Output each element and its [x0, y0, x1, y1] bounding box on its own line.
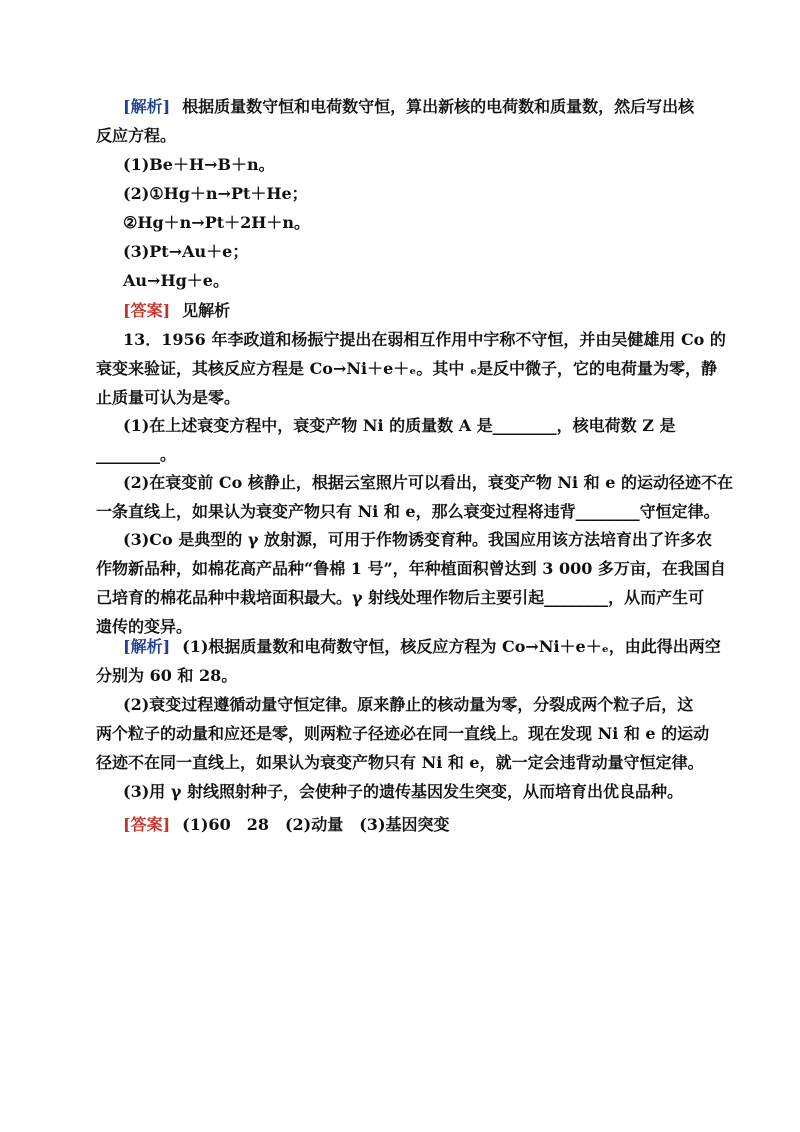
- analysis-1-line-1: [123, 97, 735, 117]
- analysis-2-line-1: [123, 637, 735, 657]
- equation-1: (1)Be＋H→B＋n。: [123, 155, 275, 174]
- equation-2: (2)①Hg＋n→Pt＋He；: [123, 184, 308, 203]
- equation-4: (3)Pt→Au＋e；: [123, 242, 249, 261]
- answer-2-text: (1)60 28 (2)动量 (3)基因突变: [182, 815, 450, 834]
- question-13-part-1-line-1: (1)在上述衰变方程中，衰变产物 Ni 的质量数 A 是________，核电荷数 Z 是: [123, 416, 676, 435]
- analysis-2-part-3-line-1: (3)用 γ 射线照射种子，会使种子的遗传基因发生突变，从而培育出优良品种。: [123, 782, 683, 801]
- answer-tag: [答案]: [123, 301, 171, 320]
- analysis-2-part-2-line-2: 两个粒子的动量和应还是零，则两粒子径迹必在同一直线上。现在发现 Ni 和 e 的运动: [96, 724, 710, 743]
- question-13-part-3-line-2: 作物新品种，如棉花高产品种“鲁棉 1 号”，年种植面积曾达到 3 000 多万亩，在我国自: [96, 559, 726, 578]
- question-13-part-1-line-2: ________。: [96, 445, 177, 464]
- question-13-part-3-line-4: 遗传的变异。: [96, 617, 193, 636]
- analysis-tag: [解析]: [123, 97, 171, 116]
- question-13-part-3-line-1: (3)Co 是典型的 γ 放射源，可用于作物诱变育种。我国应用该方法培育出了许多农: [123, 530, 712, 549]
- answer-2: [123, 815, 735, 835]
- answer-1: [123, 301, 735, 321]
- question-13-part-2-line-1: (2)在衰变前 Co 核静止，根据云室照片可以看出，衰变产物 Ni 和 e 的运动径迹不在: [123, 473, 733, 492]
- question-13-line-1: 13．1956 年李政道和杨振宁提出在弱相互作用中宇称不守恒，并由吴健雄用 Co 的: [123, 330, 726, 349]
- equation-5: Au→Hg＋e。: [123, 271, 229, 290]
- question-13-line-3: 止质量可认为是零。: [96, 388, 241, 407]
- analysis-1-line-2: 反应方程。: [96, 126, 177, 145]
- analysis-1-text-1: 根据质量数守恒和电荷数守恒，算出新核的电荷数和质量数，然后写出核: [182, 97, 695, 116]
- question-13-part-2-line-2: 一条直线上，如果认为衰变产物只有 Ni 和 e，那么衰变过程将违背________守恒定律。: [96, 502, 720, 521]
- question-13-line-2: 衰变来验证，其核反应方程是 Co→Ni＋e＋ₑ。其中 ₑ是反中微子，它的电荷量为零，静: [96, 359, 718, 378]
- equation-3: ②Hg＋n→Pt＋2H＋n。: [123, 213, 310, 232]
- analysis-2-part-2-line-3: 径迹不在同一直线上，如果认为衰变产物只有 Ni 和 e，就一定会违背动量守恒定律。: [96, 753, 704, 772]
- question-13-part-3-line-3: 己培育的棉花品种中栽培面积最大。γ 射线处理作物后主要引起________，从而产生可: [96, 588, 705, 607]
- analysis-2-line-2: 分别为 60 和 28。: [96, 666, 238, 685]
- analysis-2-text-1: (1)根据质量数和电荷数守恒，核反应方程为 Co→Ni＋e＋ₑ，由此得出两空: [182, 637, 721, 656]
- analysis-tag: [解析]: [123, 637, 171, 656]
- answer-1-text: 见解析: [182, 301, 231, 320]
- answer-tag: [答案]: [123, 815, 171, 834]
- analysis-2-part-2-line-1: (2)衰变过程遵循动量守恒定律。原来静止的核动量为零，分裂成两个粒子后，这: [123, 695, 694, 714]
